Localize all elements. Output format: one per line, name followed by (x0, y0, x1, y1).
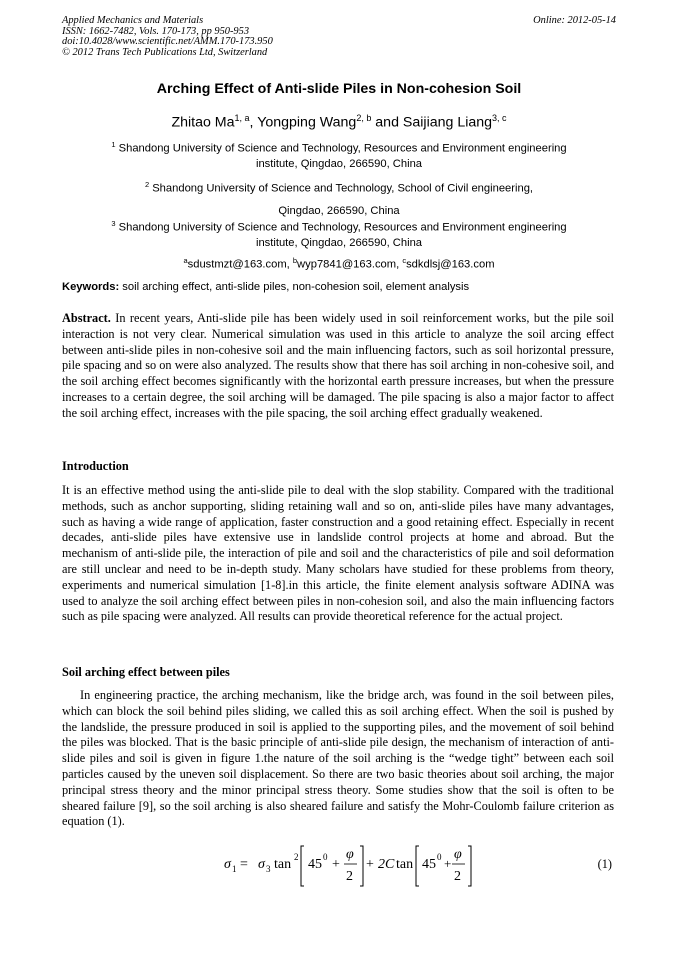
affiliation-2 (62, 174, 616, 222)
section-text: In engineering practice, the arching mechanism, like the bridge arch, was found in the soil between piles, which can block the soil behind piles sliding, we called this as soil arching effect. When the soil is pushed by the landslide, the pressure produced in soil is applied to the supporting piles, and the movement of soil behind the piles was blocked. That is the basic principle of anti-slide pile design, the mechanism of interaction of anti-slide piles and soil is given in figure 1.the nature of the soil arching is the “wedge tight” between each soil particles caused by the uneven soil displacement. So there are two basic theories about soil arching, the major principal stress theory and the minor principal stress theory. Some studies show that the soil is often to be sheared failure [9], so the soil arching is also sheared failure and satisfy the Mohr-Coulomb failure criterion as equation (1). (62, 688, 614, 829)
author-superscript: 2, b (356, 113, 372, 123)
affiliation-text: institute, Qingdao, 266590, China (255, 158, 423, 171)
author-superscript: 1, a (234, 113, 250, 123)
author-line (62, 113, 616, 131)
email-line (62, 253, 616, 273)
email-superscript: b (292, 256, 298, 265)
issn-line: ISSN: 1662-7482, Vols. 170-173, pp 950-953 (62, 25, 250, 37)
affiliation-text: institute, Qingdao, 266590, China (255, 237, 423, 250)
paper-title: Arching Effect of Anti-slide Piles in Non-cohesion Soil (156, 81, 522, 97)
affiliation-text: Shandong University of Science and Technology, School of Civil engineering, (152, 182, 534, 195)
eq-tan: tan (274, 857, 292, 872)
page-header (62, 16, 616, 58)
eq-45: 45 (422, 857, 436, 872)
affiliation-text: Shandong University of Science and Technology, Resources and Environment engineering (118, 221, 567, 234)
keywords-text: soil arching effect, anti-slide piles, non-cohesion soil, element analysis (119, 281, 470, 293)
author-name: Saijiang Liang (402, 114, 493, 131)
email-superscript: c (402, 256, 407, 265)
eq-denominator: 2 (454, 869, 461, 884)
affiliation-number: 2 (144, 180, 150, 189)
affiliation-text: Shandong University of Science and Technology, Resources and Environment engineering (118, 142, 567, 155)
eq-bracket-left (416, 846, 419, 886)
eq-2c: 2C (378, 857, 395, 872)
abstract-text: In recent years, Anti-slide pile has been widely used in soil reinforcement works, but the pile soil interaction is not very clear. Numerical simulation was used in this article to analyze the soil arcing effect between anti-slide piles in non-cohesive soil and the main influencing factors, such as soil horizontal pressure, pile spacing and so on were also analyzed. The results show that there has soil arching in non-cohesive soil, and the soil arching effect becomes significantly with the horizontal earth pressure increases, but when the pressure increases to a certain degree, the soil arching will be damaged. The pile spacing is also a major factor to affect the soil arching effect, increases with the pile spacing, the soil arching effect gradually weakened. (62, 311, 614, 420)
section-heading: Soil arching effect between piles (62, 665, 230, 679)
eq-tan: tan (396, 857, 414, 872)
introduction-heading: Introduction (62, 459, 129, 473)
eq-bracket-left (301, 846, 304, 886)
email-address: sdkdlsj@163.com (406, 258, 495, 271)
copyright-line: © 2012 Trans Tech Publications Ltd, Switzerland (62, 46, 268, 58)
eq-45: 45 (308, 857, 322, 872)
eq-bracket-right (360, 846, 363, 886)
affiliation-1 (62, 137, 616, 173)
eq-sigma3: σ (258, 857, 265, 872)
abstract-label: Abstract. (62, 311, 111, 325)
eq-square: 2 (294, 852, 299, 862)
author-separator: and (371, 114, 403, 131)
keywords-label: Keywords: (62, 281, 120, 293)
eq-sub3: 3 (266, 864, 271, 874)
affiliation-text: Qingdao, 266590, China (278, 204, 400, 217)
online-date: Online: 2012-05-14 (533, 15, 616, 26)
eq-sub1: 1 (232, 864, 237, 874)
email-superscript: a (183, 256, 188, 265)
email-address: wyp7841@163.com, (297, 258, 403, 271)
eq-degree: 0 (323, 852, 328, 862)
affiliation-3 (62, 216, 616, 252)
eq-plus: + (444, 856, 452, 871)
eq-phi: φ (454, 847, 462, 862)
author-separator: , (249, 114, 258, 131)
affiliation-number: 3 (111, 219, 116, 228)
author-name: Yongping Wang (257, 114, 357, 131)
introduction-text: It is an effective method using the anti-slide pile to deal with the slop stability. Compared with the traditional methods, such as anchor supporting, sliding retaining wall and so on, anti-slide piles have many advantages, such as having a wide range of application, faster construction and a good retaining effect. Especially in recent decades, anti-slide piles have extensive use in landslide control projects at home and abroad. But the mechanism of anti-slide pile, the interaction of pile and soil and the characteristics of pile and soil deformation are still unclear and need to be in-depth study. Many scholars have studied for these problems from theory, experiments and numerical simulation [1-8].in this article, the finite element analysis software ADINA was used to analyze the soil arching effect between piles in non-cohesion soil, and also the main influencing factors such as pile spacing were analyzed. All results can provide theoretical reference for the actual project. (62, 483, 614, 624)
abstract (62, 311, 614, 422)
eq-equals: = (240, 857, 248, 872)
mohr-coulomb-equation-tail (452, 842, 482, 890)
eq-denominator: 2 (346, 869, 353, 884)
doi-line: doi:10.4028/www.scientific.net/AMM.170-173.950 (62, 36, 273, 48)
affiliation-number: 1 (111, 140, 116, 149)
eq-bracket-right (468, 846, 471, 886)
author-name: Zhitao Ma (171, 114, 235, 131)
eq-degree: 0 (437, 852, 442, 862)
email-address: sdustmzt@163.com, (187, 258, 293, 271)
eq-plus: + (366, 857, 374, 872)
equation-number: (1) (597, 857, 612, 871)
author-superscript: 3, c (492, 113, 507, 123)
eq-sigma1: σ (224, 857, 231, 872)
journal-name: Applied Mechanics and Materials (62, 15, 204, 26)
mohr-coulomb-equation (220, 842, 460, 890)
keywords (62, 281, 622, 293)
eq-plus: + (332, 857, 340, 872)
eq-phi: φ (346, 847, 354, 862)
